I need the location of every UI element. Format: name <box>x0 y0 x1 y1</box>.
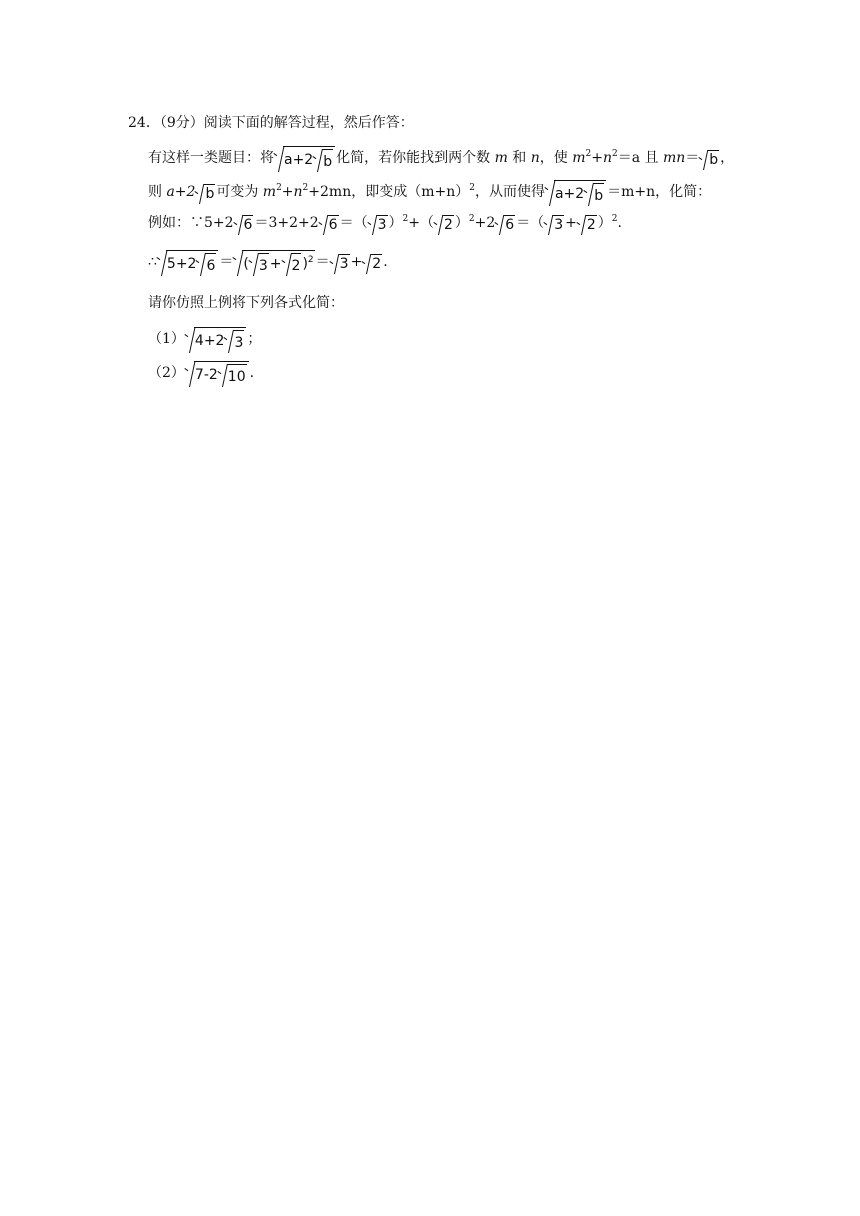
intro-line: 有这样一类题目：将 a+2 b 化简，若你能找到两个数 m 和 n，使 $m^2+n^2=a$ 且 mn＝ b ， <box>148 146 734 172</box>
instruction-line: 请你仿照上例将下列各式化简： <box>148 295 344 311</box>
radical-4-plus-2-root-3: 4+2 3 <box>185 327 246 353</box>
radical-b-3: b <box>195 184 215 204</box>
radical-6: 6 <box>234 215 254 235</box>
radical-3-3: 3 <box>249 253 269 276</box>
radical-3: 3 <box>368 215 388 235</box>
radical-b-2: b <box>699 150 719 170</box>
radical-2: 2 <box>434 215 454 235</box>
radical-b: b <box>313 149 333 172</box>
radical-3-4: 3 <box>330 254 350 274</box>
radical-a-plus-2-root-b: a+2 b <box>274 146 335 172</box>
radical-2-2: 2 <box>577 215 597 235</box>
question-header <box>128 113 414 133</box>
radical-6-2: 6 <box>319 215 339 235</box>
radical-b-4: b <box>584 183 604 206</box>
transform-line: 则 a+2 b 可变为 $m^2+n^2+2mn$，即变成$(m+n)^2$，从而使得 a+2 b ＝m+n，化简： <box>148 180 711 206</box>
radical-3-2: 3 <box>544 215 564 235</box>
radical-2-4: 2 <box>362 254 382 274</box>
therefore-line: ∴ 5+2 6 ＝ ( 3 + 2 )$^2$ ＝ 3 + 2 . <box>148 250 388 276</box>
radical-6-4: 6 <box>196 253 216 276</box>
radical-7-minus-2-root-10: 7-2 10 <box>185 361 249 387</box>
radical-10: 10 <box>218 364 247 387</box>
radical-2-3: 2 <box>282 253 302 276</box>
radical-squared-sum: ( 3 + 2 )$^2$ <box>233 250 314 276</box>
sub-question-2: （2） 7-2 10 . <box>148 361 254 387</box>
radical-a-plus-2-root-b-2: a+2 b <box>545 180 606 206</box>
header-text: 24．（9分）阅读下面的解答过程，然后作答： <box>128 115 414 131</box>
intro-text: 有这样一类题目：将 <box>148 150 274 166</box>
radical-6-3: 6 <box>495 215 515 235</box>
radical-3-5: 3 <box>224 330 244 353</box>
example-line: 例如：∵5+2 6 ＝3+2+2 6 ＝（ 3 ）$^2$+（ 2 ）$^2$+2 6 ＝（ 3 + 2 ）$^2$. <box>148 214 622 233</box>
radical-5-plus-2-root-6: 5+2 6 <box>157 250 218 276</box>
sub-question-1: （1） 4+2 3 ； <box>148 327 261 353</box>
